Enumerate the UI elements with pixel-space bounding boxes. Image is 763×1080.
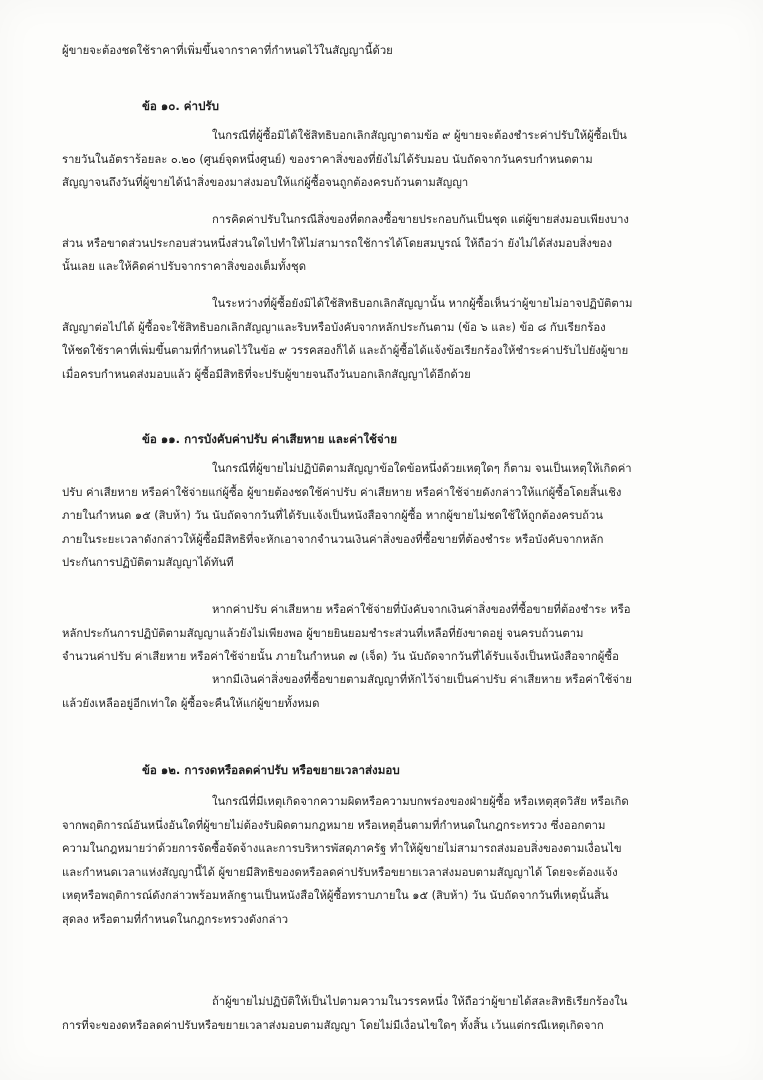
text-line: ในกรณีที่ผู้ซื้อมิได้ใช้สิทธิบอกเลิกสัญญาตามข้อ ๙ ผู้ขายจะต้องชำระค่าปรับให้ผู้ซื้อเป็น xyxy=(212,129,627,142)
section-heading-10: ข้อ ๑๐. ค่าปรับ xyxy=(142,99,220,113)
section-10-paragraph-2 xyxy=(62,208,723,279)
text-line: ประกันการปฏิบัติตามสัญญาได้ทันที xyxy=(62,556,234,569)
text-line: ส่วน หรือขาดส่วนประกอบส่วนหนึ่งส่วนใดไปทำให้ไม่สามารถใช้การได้โดยสมบูรณ์ ให้ถือว่า ยังไม่ได้ส่งมอบสิ่งของ xyxy=(62,236,612,250)
text-line: หากมีเงินค่าสิ่งของที่ซื้อขายตามสัญญาที่หักไว้จ่ายเป็นค่าปรับ ค่าเสียหาย หรือค่าใช้จ่าย xyxy=(212,673,632,686)
text-line: สัญญาต่อไปได้ ผู้ซื้อจะใช้สิทธิบอกเลิกสัญญาและริบหรือบังคับจากหลักประกันตาม (ข้อ ๖ และ) ข้อ ๘ กับเรียกร้อง xyxy=(62,320,606,334)
text-line: แล้วยังเหลืออยู่อีกเท่าใด ผู้ซื้อจะคืนให้แก่ผู้ขายทั้งหมด xyxy=(62,696,320,710)
section-12-paragraph-2 xyxy=(62,990,723,1037)
text-line: การคิดค่าปรับในกรณีสิ่งของที่ตกลงซื้อขายประกอบกันเป็นชุด แต่ผู้ขายส่งมอบเพียงบาง xyxy=(212,213,629,226)
section-11-paragraph-1 xyxy=(62,457,723,575)
text-line: ปรับ ค่าเสียหาย หรือค่าใช้จ่ายแก่ผู้ซื้อ ผู้ขายต้องชดใช้ค่าปรับ ค่าเสียหาย หรือค่าใช้จ่ายดังกล่าวให้แก่ผู้ซื้อโดยสิ้นเชิง xyxy=(62,485,622,499)
text-line: หลักประกันการปฏิบัติตามสัญญาแล้วยังไม่เพียงพอ ผู้ขายยินยอมชำระส่วนที่เหลือที่ยังขาดอยู่ จนครบถ้วนตาม xyxy=(62,626,584,640)
text-line: การที่จะของดหรือลดค่าปรับหรือขยายเวลาส่งมอบตามสัญญา โดยไม่มีเงื่อนไขใดๆ ทั้งสิ้น เว้นแต่กรณีเหตุเกิดจาก xyxy=(62,1018,604,1032)
text-line: หากค่าปรับ ค่าเสียหาย หรือค่าใช้จ่ายที่บังคับจากเงินค่าสิ่งของที่ซื้อขายที่ต้องชำระ หรือ xyxy=(212,603,631,616)
text-line: ในกรณีที่มีเหตุเกิดจากความผิดหรือความบกพร่องของฝ่ายผู้ซื้อ หรือเหตุสุดวิสัย หรือเกิด xyxy=(212,795,629,808)
text-line: ความในกฎหมายว่าด้วยการจัดซื้อจัดจ้างและการบริหารพัสดุภาครัฐ ทำให้ผู้ขายไม่สามารถส่งมอบสิ่งของตามเงื่อนไข xyxy=(62,842,622,855)
text-line: ผู้ขายจะต้องชดใช้ราคาที่เพิ่มขึ้นจากราคาที่กำหนดไว้ในสัญญานี้ด้วย xyxy=(62,44,393,57)
section-heading-12: ข้อ ๑๒. การงดหรือลดค่าปรับ หรือขยายเวลาส่งมอบ xyxy=(142,763,400,777)
section-12-paragraph-1 xyxy=(62,790,723,931)
text-line: และกำหนดเวลาแห่งสัญญานี้ได้ ผู้ขายมีสิทธิของดหรือลดค่าปรับหรือขยายเวลาส่งมอบตามสัญญาได้ โดยจะต้องแจ้ง xyxy=(62,865,618,879)
section-11-paragraph-2 xyxy=(62,598,723,669)
text-line: ภายในกำหนด ๑๕ (สิบห้า) วัน นับถัดจากวันที่ได้รับแจ้งเป็นหนังสือจากผู้ซื้อ หากผู้ขายไม่ชดใช้ให้ถูกต้องครบถ้วน xyxy=(62,509,604,522)
text-line: นั้นเลย และให้คิดค่าปรับจากราคาสิ่งของเต็มทั้งชุด xyxy=(62,260,307,273)
text-line: ในระหว่างที่ผู้ซื้อยังมิได้ใช้สิทธิบอกเลิกสัญญานั้น หากผู้ซื้อเห็นว่าผู้ขายไม่อาจปฏิบัติตาม xyxy=(212,297,633,310)
intro-paragraph xyxy=(62,39,723,63)
text-line: เหตุหรือพฤติการณ์ดังกล่าวพร้อมหลักฐานเป็นหนังสือให้ผู้ซื้อทราบภายใน ๑๕ (สิบห้า) วัน นับถัดจากวันที่เหตุนั้นสิ้น xyxy=(62,889,609,902)
text-line: เมื่อครบกำหนดส่งมอบแล้ว ผู้ซื้อมีสิทธิที่จะปรับผู้ขายจนถึงวันบอกเลิกสัญญาได้อีกด้วย xyxy=(62,367,471,381)
text-line: ให้ชดใช้ราคาที่เพิ่มขึ้นตามที่กำหนดไว้ในข้อ ๙ วรรคสองก็ได้ และถ้าผู้ซื้อได้แจ้งข้อเรียกร้องให้ชำระค่าปรับไปยังผู้ขาย xyxy=(62,344,629,357)
section-10-paragraph-1 xyxy=(62,124,723,195)
text-line: ในกรณีที่ผู้ขายไม่ปฏิบัติตามสัญญาข้อใดข้อหนึ่งด้วยเหตุใดๆ ก็ตาม จนเป็นเหตุให้เกิดค่า xyxy=(212,462,632,475)
text-line: รายวันในอัตราร้อยละ ๐.๒๐ (ศูนย์จุดหนึ่งศูนย์) ของราคาสิ่งของที่ยังไม่ได้รับมอบ นับถัดจากวันครบกำหนดตาม xyxy=(62,152,593,166)
section-heading-11: ข้อ ๑๑. การบังคับค่าปรับ ค่าเสียหาย และค่าใช้จ่าย xyxy=(142,432,398,446)
section-11-paragraph-3 xyxy=(62,668,723,715)
text-line: สัญญาจนถึงวันที่ผู้ขายได้นำสิ่งของมาส่งมอบให้แก่ผู้ซื้อจนถูกต้องครบถ้วนตามสัญญา xyxy=(62,176,469,189)
text-line: จากพฤติการณ์อันหนึ่งอันใดที่ผู้ขายไม่ต้องรับผิดตามกฎหมาย หรือเหตุอื่นตามที่กำหนดในกฎกระทรวง ซึ่งออกตาม xyxy=(62,818,606,832)
text-line: สุดลง หรือตามที่กำหนดในกฎกระทรวงดังกล่าว xyxy=(62,912,289,926)
text-line: ถ้าผู้ขายไม่ปฏิบัติให้เป็นไปตามความในวรรคหนึ่ง ให้ถือว่าผู้ขายได้สละสิทธิเรียกร้องใน xyxy=(212,995,628,1008)
text-line: ภายในระยะเวลาดังกล่าวให้ผู้ซื้อมีสิทธิที่จะหักเอาจากจำนวนเงินค่าสิ่งของที่ซื้อขายที่ต้องชำระ หรือบังคับจากหลัก xyxy=(62,532,604,546)
text-line: จำนวนค่าปรับ ค่าเสียหาย หรือค่าใช้จ่ายนั้น ภายในกำหนด ๗ (เจ็ด) วัน นับถัดจากวันที่ได้รับแจ้งเป็นหนังสือจากผู้ซื้อ xyxy=(62,650,619,663)
section-10-paragraph-3 xyxy=(62,292,723,386)
